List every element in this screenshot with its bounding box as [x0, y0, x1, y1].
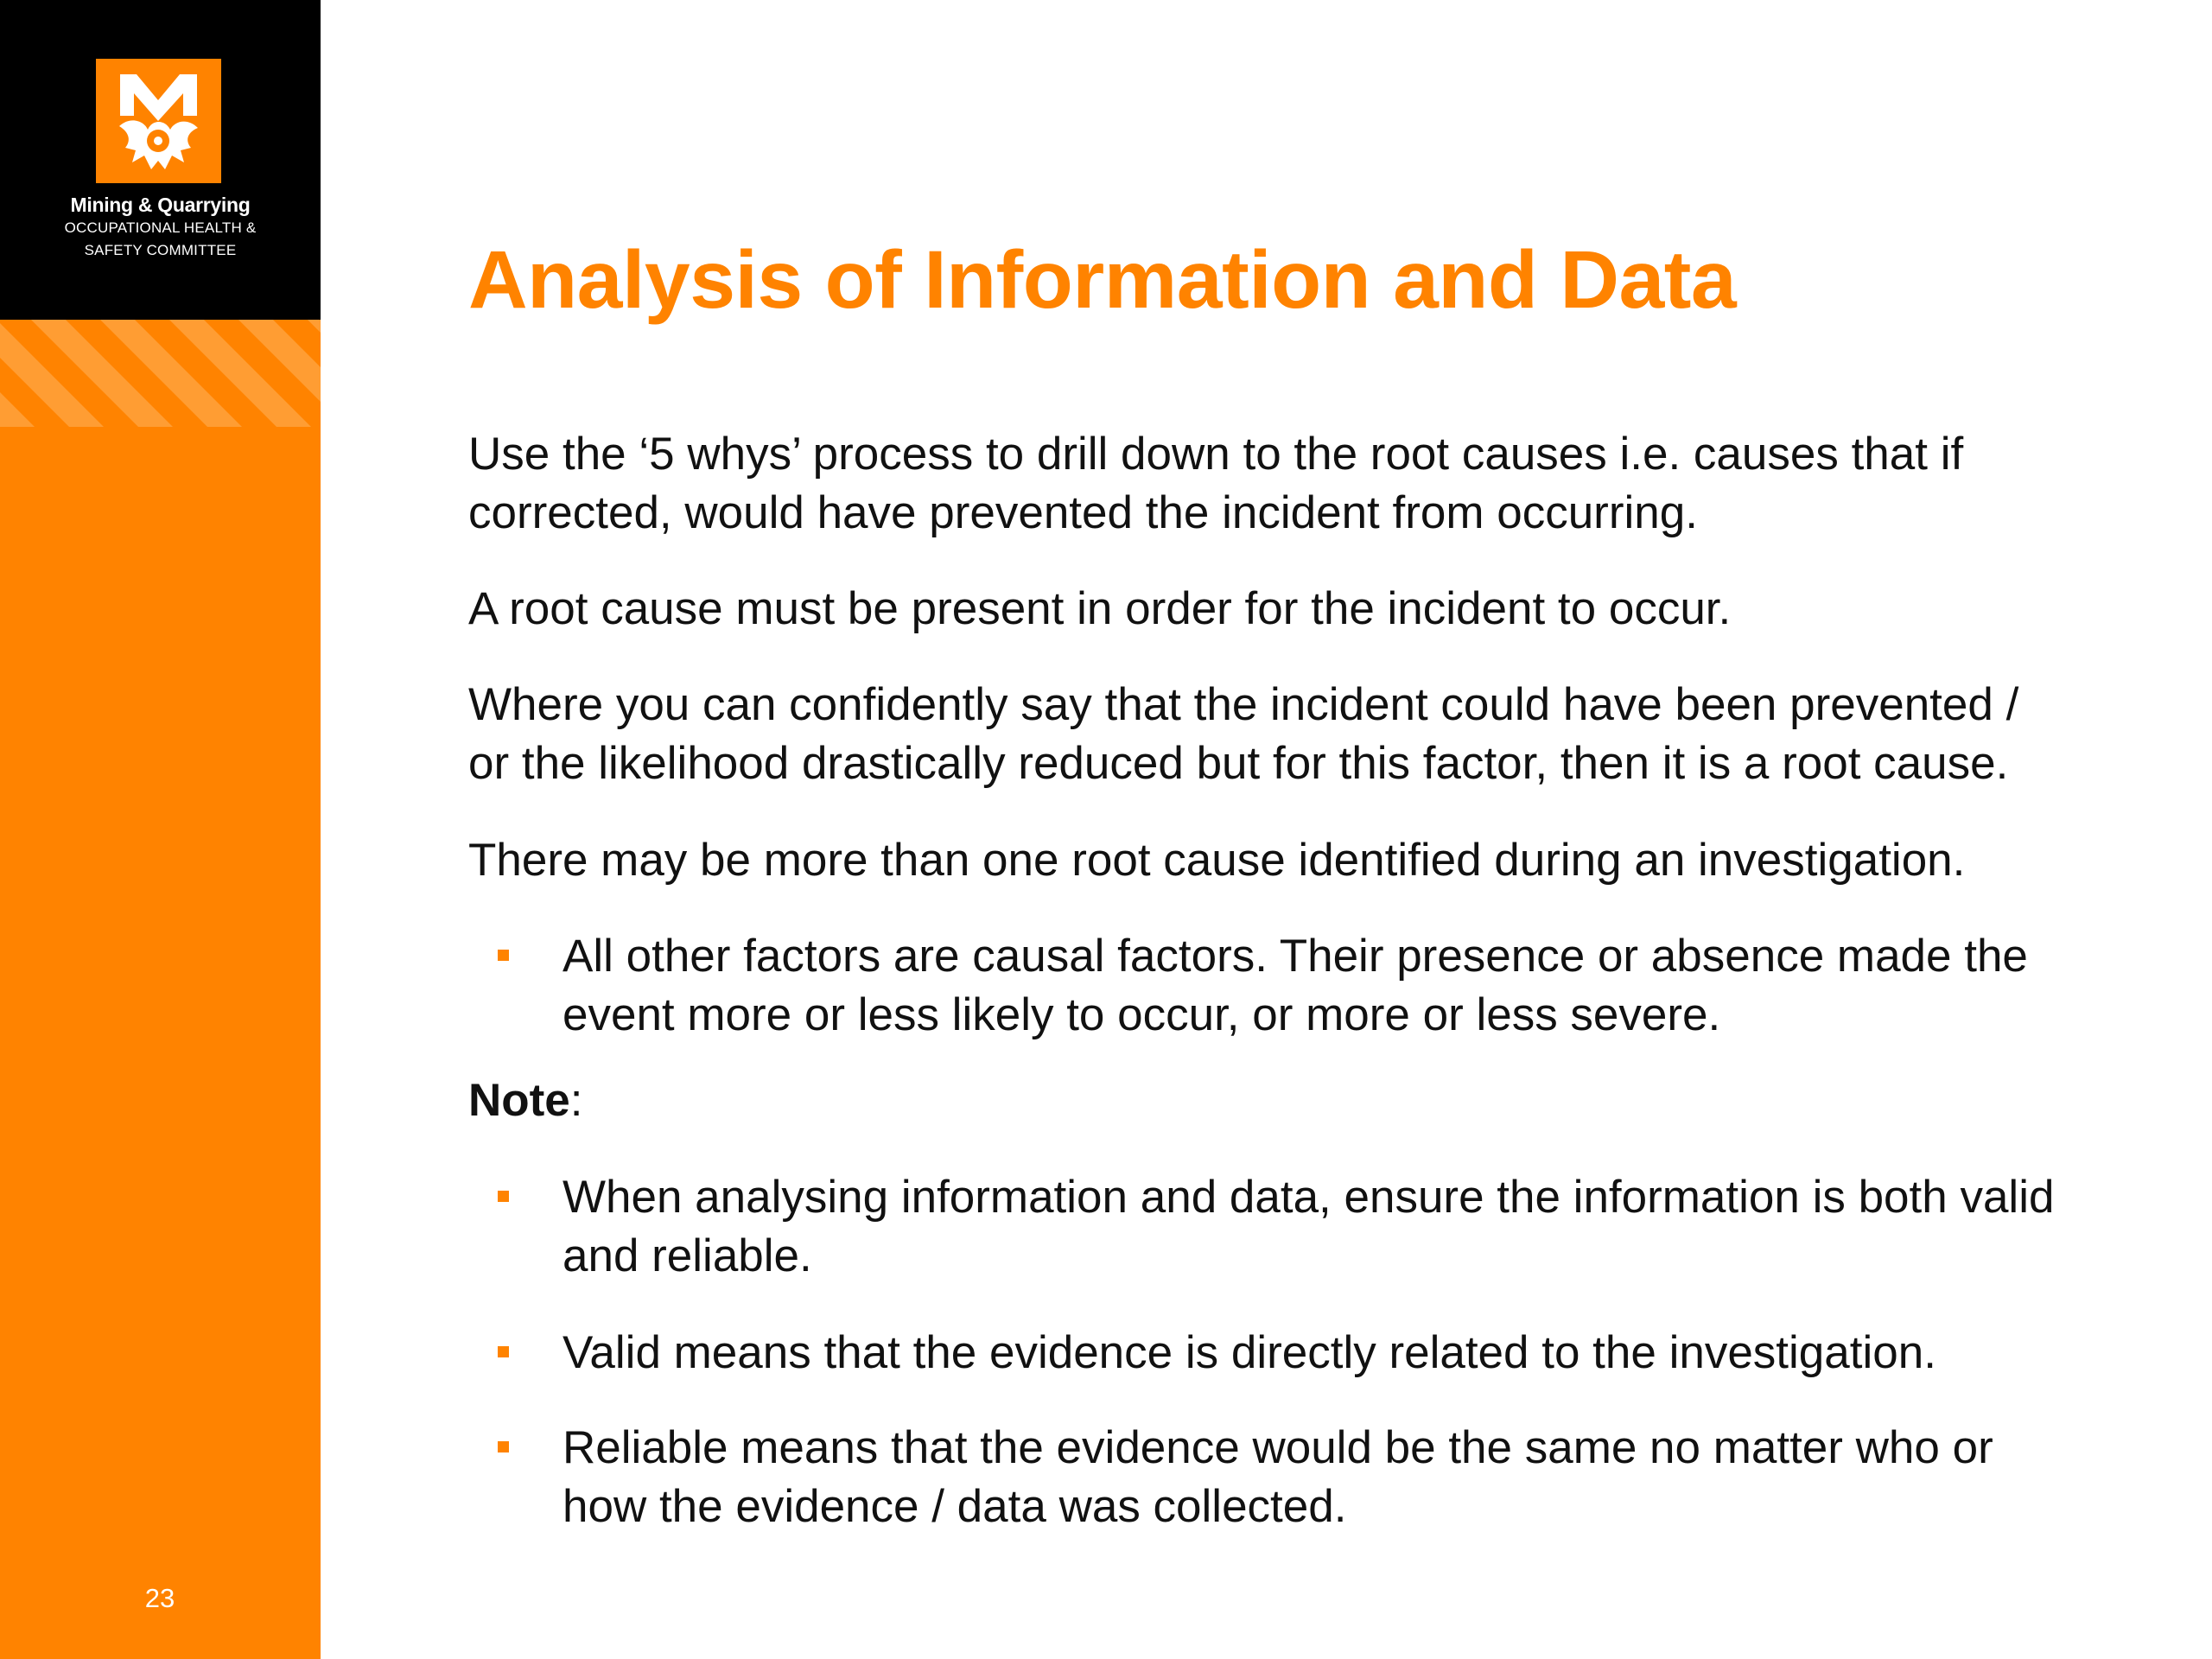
bullet-line: Reliable means that the evidence would be the same no matter who or — [563, 1422, 1993, 1473]
org-name: Mining & Quarrying — [70, 194, 251, 216]
bullet-line: Valid means that the evidence is directly related to the investigation. — [563, 1327, 1936, 1378]
paragraph-line: Use the ‘5 whys’ process to drill down to the root causes i.e. causes that if — [468, 429, 1964, 480]
bullet-valid-definition — [563, 1324, 1936, 1382]
bullet-marker — [498, 1441, 509, 1452]
paragraph-multiple-root-causes — [468, 831, 1965, 890]
bullet-marker — [498, 1346, 509, 1357]
page-number: 23 — [144, 1583, 175, 1613]
mq-logo-icon — [96, 59, 221, 183]
bullet-marker — [498, 950, 509, 961]
diagonal-stripe-band — [0, 320, 321, 427]
paragraph-line: Where you can confidently say that the incident could have been prevented / — [468, 679, 2019, 730]
bullet-line: and reliable. — [563, 1230, 812, 1281]
bullet-causal-factors — [563, 927, 2028, 1045]
note-heading — [468, 1071, 583, 1130]
org-subtitle-line-2: SAFETY COMMITTEE — [84, 242, 237, 258]
paragraph-line: A root cause must be present in order for the incident to occur. — [468, 583, 1732, 634]
bullet-line: All other factors are causal factors. Their presence or absence made the — [563, 931, 2028, 982]
paragraph-line: or the likelihood drastically reduced but for this factor, then it is a root cause. — [468, 738, 2009, 789]
slide-title: Analysis of Information and Data — [468, 234, 1737, 326]
paragraph-line: There may be more than one root cause identified during an investigation. — [468, 835, 1966, 886]
sidebar — [0, 0, 321, 1659]
paragraph-5-whys — [468, 425, 1963, 543]
paragraph-root-cause-present — [468, 580, 1731, 639]
bullet-reliable-definition — [563, 1419, 1993, 1536]
bullet-line: how the evidence / data was collected. — [563, 1481, 1347, 1532]
logo-panel — [0, 0, 321, 320]
bullet-marker — [498, 1191, 509, 1202]
note-colon: : — [569, 1075, 583, 1126]
paragraph-line: corrected, would have prevented the incident from occurring. — [468, 487, 1698, 538]
bullet-line: event more or less likely to occur, or more or less severe. — [563, 989, 1721, 1040]
paragraph-root-cause-definition — [468, 676, 2018, 793]
bullet-valid-and-reliable — [563, 1168, 2054, 1286]
bullet-line: When analysing information and data, ensure the information is both valid — [563, 1172, 2055, 1223]
org-subtitle-line-1: OCCUPATIONAL HEALTH & — [64, 219, 257, 236]
note-label: Note — [468, 1075, 570, 1126]
